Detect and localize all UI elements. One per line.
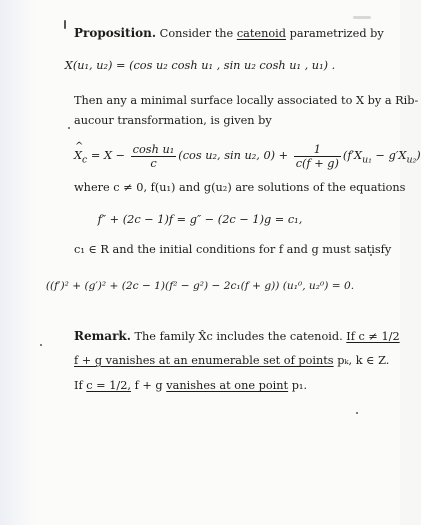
x-hat-subscript: c <box>82 154 88 166</box>
proposition-keyword: catenoid <box>236 27 287 40</box>
equation-initial: ((f′)² + (g′)² + (2c − 1)(f² − g²) − 2c₁(f + g)) (u₁⁰, u₂⁰) = 0. <box>45 280 355 292</box>
equation-surface-eq: = X − <box>87 149 126 162</box>
initial-conditions-line: c₁ ∈ R and the initial conditions for f and g must satisfy <box>74 243 392 256</box>
tail-subscript-1: u₁ <box>362 154 372 166</box>
tail-subscript-2: u₂ <box>406 154 417 166</box>
scan-edge-shadow <box>0 0 36 525</box>
fraction-reciprocal-numerator: 1 <box>294 143 341 157</box>
statement-line-1: Then any a minimal surface locally associated to X by a Rib- <box>74 94 419 107</box>
scan-mark <box>68 127 70 129</box>
remark-points: pₖ, k ∈ Z. <box>337 354 390 367</box>
remark-line-3 <box>74 379 307 393</box>
proposition-keyword-suffix: parametrized by <box>289 27 384 40</box>
remark-line-1 <box>74 329 400 344</box>
equation-surface-tail-end: ) <box>416 149 421 162</box>
proposition-intro: Consider the <box>159 27 234 40</box>
equation-surface-middle: (cos u₂, sin u₂, 0) + <box>178 149 289 162</box>
remark-if: If <box>74 379 83 392</box>
remark-point-end: p₁. <box>291 379 308 392</box>
fraction-cosh-numerator: cosh u₁ <box>132 142 175 156</box>
scan-mark <box>353 16 371 19</box>
equation-surface-tail-mid: − g′X <box>371 149 407 162</box>
fraction-cosh <box>131 143 177 170</box>
remark-vanish-set: f + g vanishes at an enumerable set of points <box>74 354 334 367</box>
equation-surface-tail: (f′X <box>342 149 363 162</box>
remark-fg: f + g <box>134 379 163 392</box>
remark-condition-2: c = 1/2, <box>86 379 131 392</box>
remark-condition-1: If c ≠ 1/2 <box>346 330 400 343</box>
equation-ode: f″ + (2c − 1)f = g″ − (2c − 1)g = c₁, <box>97 213 303 226</box>
statement-line-2: aucour transformation, is given by <box>74 114 272 127</box>
conditions-line: where c ≠ 0, f(u₁) and g(u₂) are solutions of the equations <box>74 181 406 194</box>
proposition-line <box>74 26 384 41</box>
equation-surface <box>74 141 421 175</box>
remark-line-2 <box>74 354 389 368</box>
fraction-reciprocal <box>294 143 341 170</box>
fraction-cosh-denominator: c <box>150 156 157 170</box>
x-hat-symbol: ^ X <box>74 141 82 171</box>
equation-catenoid: X(u₁, u₂) = (cos u₂ cosh u₁ , sin u₂ cosh u₁ , u₁) . <box>64 59 336 72</box>
proposition-label: Proposition. <box>74 26 157 40</box>
remark-label: Remark. <box>74 329 131 343</box>
remark-text: The family X̂c includes the catenoid. <box>134 330 343 343</box>
scan-mark <box>40 344 42 346</box>
scan-mark <box>64 20 66 29</box>
scan-mark <box>356 412 358 414</box>
fraction-reciprocal-denominator: c(f + g) <box>295 156 339 170</box>
remark-vanish-one: vanishes at one point <box>166 379 289 392</box>
